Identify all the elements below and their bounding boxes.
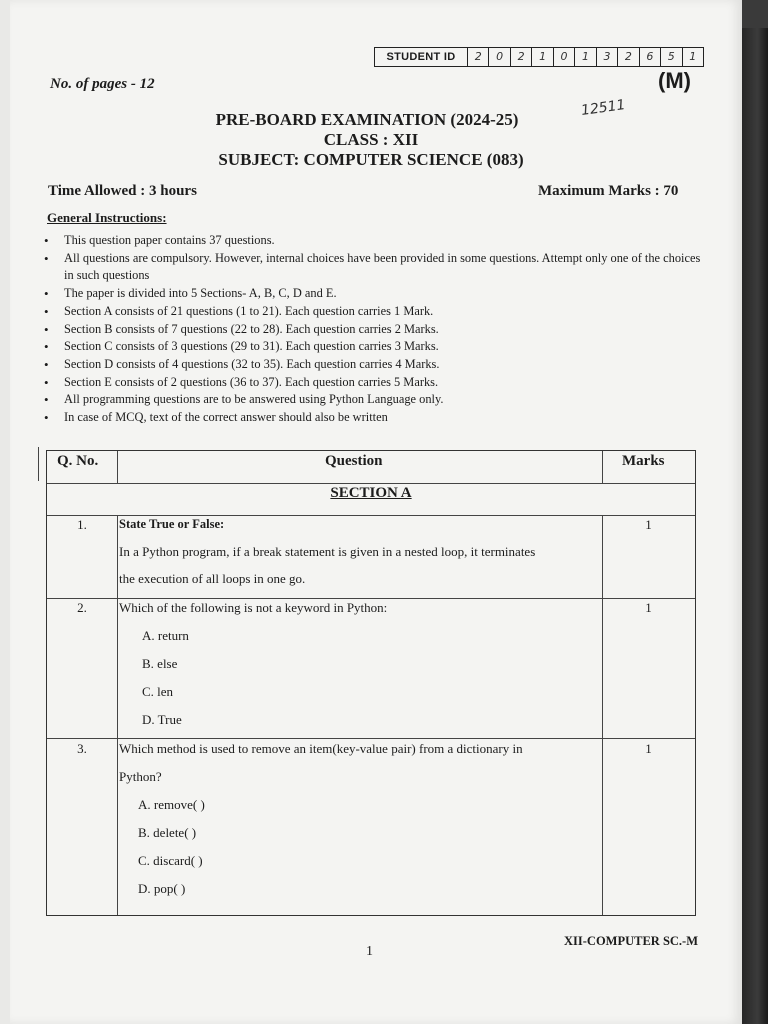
instruction-item: • Section B consists of 7 questions (22 to 28). Each question carries 2 Marks. xyxy=(44,321,704,339)
student-id-digit: 2 xyxy=(618,48,639,66)
set-code: (M) xyxy=(658,68,691,93)
option: B. delete( ) xyxy=(138,825,197,840)
page-number: 1 xyxy=(366,944,373,959)
student-id-digit: 3 xyxy=(597,48,618,66)
question-marks: 1 xyxy=(645,741,652,756)
option: A. return xyxy=(142,628,189,643)
student-id-label: STUDENT ID xyxy=(375,48,468,66)
question-text: Python? xyxy=(119,769,162,784)
class-title: CLASS : XII xyxy=(323,130,419,149)
instruction-item: • Section E consists of 2 questions (36 to 37). Each question carries 5 Marks. xyxy=(44,374,704,392)
student-id-box xyxy=(374,47,704,67)
table-divider xyxy=(47,515,695,516)
maximum-marks: Maximum Marks : 70 xyxy=(538,183,679,199)
option: D. pop( ) xyxy=(138,881,186,896)
student-id-digit: 0 xyxy=(489,48,510,66)
margin-mark xyxy=(38,447,39,481)
table-divider xyxy=(602,451,603,483)
scan-background xyxy=(742,28,768,1024)
option: C. len xyxy=(142,684,174,699)
instruction-item: • The paper is divided into 5 Sections- A, B, C, D and E. xyxy=(44,285,704,303)
instruction-item: • In case of MCQ, text of the correct answer should also be written xyxy=(44,409,704,427)
table-divider xyxy=(117,451,118,483)
table-divider xyxy=(117,515,118,915)
instruction-item: • Section D consists of 4 questions (32 to 35). Each question carries 4 Marks. xyxy=(44,356,704,374)
instruction-item: • All programming questions are to be answered using Python Language only. xyxy=(44,391,704,409)
time-allowed: Time Allowed : 3 hours xyxy=(48,183,197,199)
table-divider xyxy=(47,738,695,739)
section-title: SECTION A xyxy=(330,485,412,501)
question-text: Which method is used to remove an item(key-value pair) from a dictionary in xyxy=(119,741,523,756)
student-id-digit: 1 xyxy=(532,48,553,66)
student-id-digit: 1 xyxy=(575,48,596,66)
instruction-item: • Section C consists of 3 questions (29 to 31). Each question carries 3 Marks. xyxy=(44,338,704,356)
instructions-list xyxy=(44,232,704,427)
student-id-digit: 5 xyxy=(661,48,682,66)
instructions-heading: General Instructions: xyxy=(47,210,167,225)
question-text: the execution of all loops in one go. xyxy=(119,571,306,586)
column-header-question: Question xyxy=(325,453,383,469)
student-id-digit: 1 xyxy=(689,50,697,63)
column-header-qno: Q. No. xyxy=(57,453,99,469)
student-id-digit: 2 xyxy=(511,48,532,66)
column-header-marks: Marks xyxy=(622,453,665,469)
question-number: 3. xyxy=(77,741,87,756)
student-id-digit: 2 xyxy=(468,48,489,66)
instruction-item: • Section A consists of 21 questions (1 to 21). Each question carries 1 Mark. xyxy=(44,303,704,321)
exam-title: PRE-BOARD EXAMINATION (2024-25) xyxy=(215,110,519,129)
question-marks: 1 xyxy=(645,517,652,532)
option: D. True xyxy=(142,712,182,727)
handwritten-note: 12511 xyxy=(580,96,627,120)
option: B. else xyxy=(142,656,178,671)
student-id-digit: 6 xyxy=(640,48,661,66)
subject-title: SUBJECT: COMPUTER SCIENCE (083) xyxy=(218,150,524,169)
question-marks: 1 xyxy=(645,600,652,615)
option: C. discard( ) xyxy=(138,853,203,868)
student-id-digit: 0 xyxy=(554,48,575,66)
question-table xyxy=(46,450,696,916)
question-number: 2. xyxy=(77,600,87,615)
question-text: Which of the following is not a keyword in Python: xyxy=(119,600,388,615)
exam-paper xyxy=(10,0,742,1024)
option: A. remove( ) xyxy=(138,797,205,812)
table-divider xyxy=(47,483,695,484)
table-divider xyxy=(47,598,695,599)
instruction-item: • All questions are compulsory. However, internal choices have been provided in some questions. Attempt only one of the choices in such questions xyxy=(44,250,704,285)
table-divider xyxy=(602,515,603,915)
question-number: 1. xyxy=(77,517,87,532)
question-text: In a Python program, if a break statement is given in a nested loop, it terminates xyxy=(119,544,536,559)
instruction-item: • This question paper contains 37 questions. xyxy=(44,232,704,250)
page-edge xyxy=(0,0,10,1024)
question-title: State True or False: xyxy=(119,517,225,531)
paper-code: XII-COMPUTER SC.-M xyxy=(564,934,699,948)
page-count: No. of pages - 12 xyxy=(50,76,155,92)
